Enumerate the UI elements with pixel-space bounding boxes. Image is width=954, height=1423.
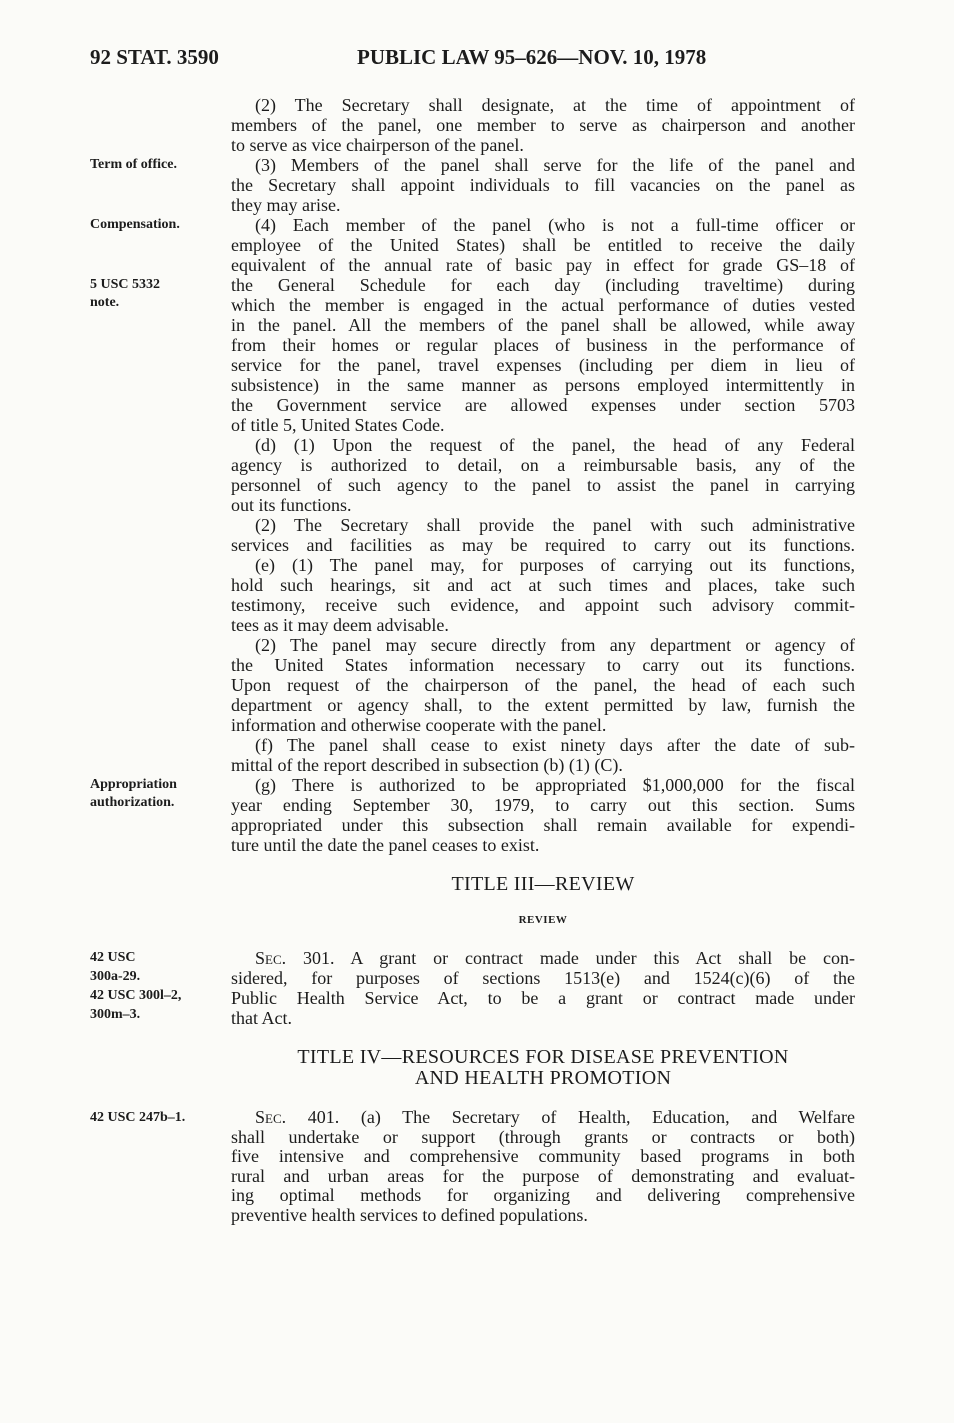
margin-note-usc-300a-line2: 300a-29. [90, 969, 141, 984]
text-line [231, 1108, 855, 1128]
paragraph-e2 [231, 635, 855, 735]
text-line: in the panel. All the members of the panel shall be allowed, while away [231, 315, 855, 335]
text-line: five intensive and comprehensive community based programs in both [231, 1146, 855, 1166]
margin-note-appropriation: Appropriation [90, 777, 177, 792]
margin-note-compensation: Compensation. [90, 217, 180, 232]
margin-note-usc-300a-line1: 42 USC [90, 950, 136, 965]
text-line: year ending September 30, 1979, to carry out this section. Sums [231, 795, 855, 815]
text-line: the United States information necessary to carry out its functions. [231, 655, 855, 675]
title-iv-heading-line2: AND HEALTH PROMOTION [414, 1067, 672, 1089]
paragraph-c3 [231, 155, 855, 215]
text-line: mittal of the report described in subsection (b) (1) (C). [231, 755, 623, 775]
text-line: to serve as vice chairperson of the panel. [231, 135, 524, 155]
paragraph-e1 [231, 555, 855, 635]
margin-note-usc-5332-note: note. [90, 295, 120, 310]
title-iii-subheading: REVIEW [518, 914, 568, 926]
text-line: preventive health services to defined populations. [231, 1204, 588, 1225]
text-line: shall undertake or support (through grants or contracts or both) [231, 1126, 855, 1147]
text-line: equivalent of the annual rate of basic pay in effect for grade GS–18 of [231, 255, 855, 275]
text-line: testimony, receive such evidence, and appoint such advisory commit- [231, 595, 855, 615]
text-line: services and facilities as may be required to carry out its functions. [231, 535, 855, 555]
text-segment: A grant or contract made under this Act shall be con- [350, 948, 855, 968]
body-text-column [231, 95, 855, 855]
text-line: hold such hearings, sit and act at such times and places, take such [231, 575, 855, 595]
section-number: Sec. 401. [255, 1107, 340, 1127]
text-line: out its functions. [231, 495, 352, 515]
margin-note-term-of-office: Term of office. [90, 157, 177, 172]
text-line: Upon request of the chairperson of the panel, the head of each such [231, 675, 855, 695]
text-line: (2) The Secretary shall provide the panel with such administrative [255, 515, 855, 535]
paragraph-f [231, 735, 855, 775]
text-line: employee of the United States) shall be entitled to receive the daily [231, 235, 855, 255]
text-line: agency is authorized to detail, on a reimbursable basis, any of the [231, 455, 855, 475]
page-stat-number: 92 STAT. 3590 [90, 45, 219, 69]
text-line: (4) Each member of the panel (who is not a full-time officer or [255, 215, 855, 235]
title-iv-heading-line1: TITLE IV—RESOURCES FOR DISEASE PREVENTION [297, 1046, 789, 1068]
title-iii-heading: TITLE III—REVIEW [451, 873, 635, 895]
text-line: the General Schedule for each day (including traveltime) during [231, 275, 855, 295]
text-line: members of the panel, one member to serve as chairperson and another [231, 115, 855, 135]
text-line: the Secretary shall appoint individuals to fill vacancies on the panel as [231, 175, 855, 195]
text-line: service for the panel, travel expenses (including per diem in lieu of [231, 355, 855, 375]
text-line [231, 948, 855, 968]
text-line: appropriated under this subsection shall remain available for expendi- [231, 815, 855, 835]
paragraph-d1 [231, 435, 855, 515]
text-line: (2) The Secretary shall designate, at the time of appointment of [255, 95, 855, 115]
text-line: which the member is engaged in the actual performance of duties vested [231, 295, 855, 315]
margin-note-usc-5332: 5 USC 5332 [90, 277, 161, 292]
text-line: they may arise. [231, 195, 341, 215]
margin-note-usc-247b: 42 USC 247b–1. [90, 1110, 186, 1125]
text-line: tees as it may deem advisable. [231, 615, 449, 635]
paragraph-g [231, 775, 855, 855]
text-line: department or agency shall, to the extent permitted by law, furnish the [231, 695, 855, 715]
margin-note-usc-300l-line1: 42 USC 300l–2, [90, 988, 182, 1003]
text-line: from their homes or regular places of business in the performance of [231, 335, 855, 355]
text-line: ing optimal methods for organizing and delivering comprehensive [231, 1185, 855, 1205]
section-401 [231, 1108, 855, 1225]
paragraph-d2 [231, 515, 855, 555]
text-line: information and otherwise cooperate with the panel. [231, 715, 607, 735]
running-head-law-date: PUBLIC LAW 95–626—NOV. 10, 1978 [357, 45, 707, 69]
text-line: (g) There is authorized to be appropriated $1,000,000 for the fiscal [255, 775, 855, 795]
text-line: (2) The panel may secure directly from any department or agency of [255, 635, 855, 655]
text-line: Public Health Service Act, to be a grant or contract made under [231, 988, 855, 1008]
margin-note-usc-300l-line2: 300m–3. [90, 1007, 141, 1022]
text-line: (e) (1) The panel may, for purposes of carrying out its functions, [255, 555, 855, 575]
text-line: sidered, for purposes of sections 1513(e) and 1524(c)(6) of the [231, 968, 855, 988]
paragraph-c2 [231, 95, 855, 155]
text-line: of title 5, United States Code. [231, 415, 445, 435]
text-line: rural and urban areas for the purpose of demonstrating and evaluat- [231, 1165, 855, 1186]
text-segment: (a) The Secretary of Health, Education, and Welfare [360, 1107, 856, 1127]
section-number: Sec. 301. [255, 948, 335, 968]
section-301 [231, 948, 855, 1028]
text-line: personnel of such agency to the panel to assist the panel in carrying [231, 475, 855, 495]
text-line: (f) The panel shall cease to exist ninety days after the date of sub- [255, 735, 855, 755]
paragraph-c4 [231, 215, 855, 435]
text-line: subsistence) in the same manner as persons employed intermittently in [231, 375, 855, 395]
margin-note-authorization: authorization. [90, 795, 175, 810]
text-line: that Act. [231, 1008, 292, 1028]
text-line: (3) Members of the panel shall serve for the life of the panel and [255, 155, 855, 175]
text-line: the Government service are allowed expenses under section 5703 [231, 395, 855, 415]
text-line: ture until the date the panel ceases to exist. [231, 835, 540, 855]
text-line: (d) (1) Upon the request of the panel, the head of any Federal [255, 435, 855, 455]
